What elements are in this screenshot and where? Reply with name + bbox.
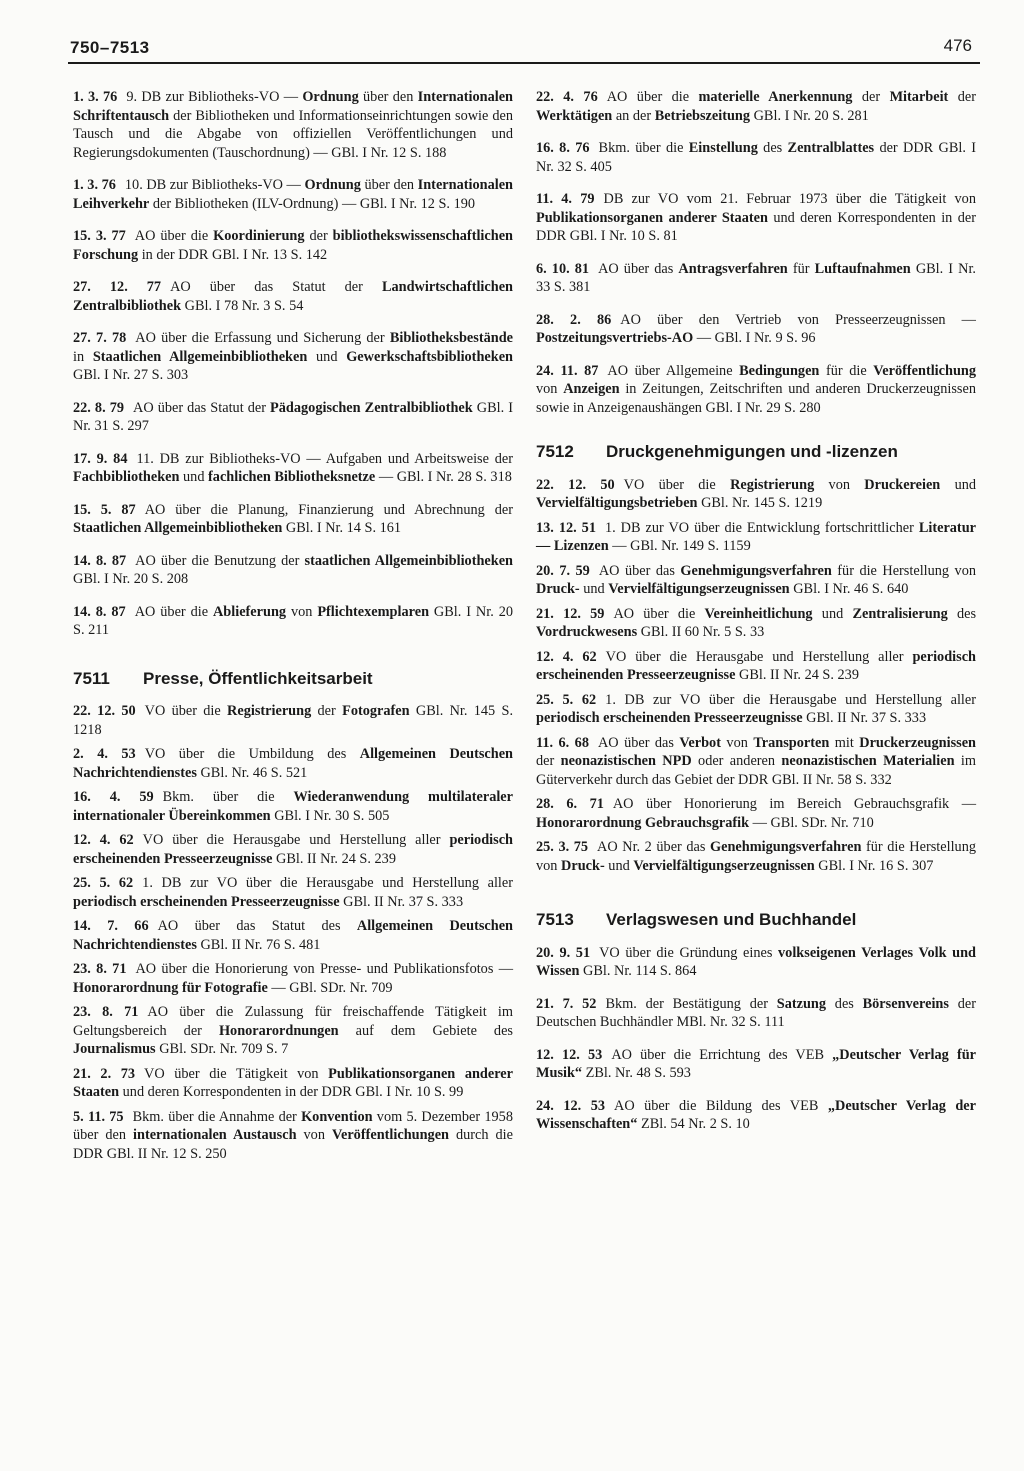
entry-date: 27. 7. 78 (73, 330, 127, 346)
entry-date: 1. 3. 76 (73, 177, 116, 193)
entry-text: AO über die Zulassung für freischaffende Tätigkeit im Geltungsbereich der Honorarordnungen auf dem Gebiete des Journalismus GBl. SDr. Nr. 709 S. 7 (73, 1004, 514, 1057)
entry-date: 12. 12. 53 (536, 1046, 603, 1063)
entry-text: 1. DB zur VO über die Entwicklung fortschrittlicher Literatur — Lizenzen — GBl. Nr. 149 S. 1159 (536, 519, 976, 554)
entry-text: AO Nr. 2 über das Genehmigungsverfahren für die Herstellung von Druck- und Vervielfältigungserzeugnissen GBl. I Nr. 16 S. 307 (536, 839, 976, 874)
left-column (73, 88, 513, 1169)
entry-date: 23. 8. 71 (73, 1004, 139, 1020)
section-heading-7511 (73, 670, 513, 689)
entry-text: VO über die Registrierung von Druckereien und Vervielfältigungsbetrieben GBl. Nr. 145 S. 1219 (536, 476, 977, 511)
entry-date: 2. 4. 53 (73, 746, 136, 762)
legal-entry (536, 476, 976, 513)
legal-entry (536, 362, 976, 418)
section-title: Presse, Öffentlichkeitsarbeit (143, 668, 373, 688)
section-7512-entries (536, 476, 976, 876)
entry-date: 23. 8. 71 (73, 961, 127, 977)
entry-date: 16. 4. 59 (73, 789, 154, 805)
entry-text: 11. DB zur Bibliotheks-VO — Aufgaben und Arbeitsweise der Fachbibliotheken und fachlichen Bibliotheksnetze — GBl. I Nr. 28 S. 318 (73, 450, 513, 485)
entry-date: 22. 4. 76 (536, 89, 598, 105)
legal-entry (73, 329, 513, 385)
legal-entry (536, 1046, 976, 1083)
entry-date: 15. 3. 77 (73, 228, 126, 244)
page-number: 476 (943, 36, 972, 55)
entry-date: 21. 12. 59 (536, 605, 605, 622)
section-heading-7513 (536, 911, 976, 930)
entry-text: VO über die Tätigkeit von Publikationsorganen anderer Staaten und deren Korrespondenten in der DDR GBl. I Nr. 10 S. 99 (73, 1065, 513, 1100)
legal-entry (73, 501, 513, 538)
legal-entry (536, 139, 976, 176)
entry-date: 27. 12. 77 (73, 279, 162, 295)
entry-text: AO über das Antragsverfahren für Luftaufnahmen GBl. I Nr. 33 S. 381 (536, 260, 977, 295)
left-top-entries (73, 88, 513, 640)
entry-text: AO über die Errichtung des VEB „Deutscher Verlag für Musik“ ZBl. Nr. 48 S. 593 (536, 1046, 977, 1081)
entry-date: 14. 8. 87 (73, 552, 127, 569)
entry-text: 1. DB zur VO über die Herausgabe und Herstellung aller periodisch erscheinenden Presseerzeugnisse GBl. II Nr. 37 S. 333 (73, 875, 513, 910)
legal-entry (73, 1065, 513, 1102)
legal-entry (536, 838, 976, 875)
entry-date: 25. 5. 62 (536, 691, 597, 708)
entry-date: 15. 5. 87 (73, 501, 136, 518)
entry-text: Bkm. über die Wiederanwendung multilateraler internationaler Übereinkommen GBl. I Nr. 30 S. 505 (73, 789, 514, 824)
legal-entry (536, 562, 976, 599)
entry-date: 6. 10. 81 (536, 260, 590, 277)
legal-entry (73, 1108, 513, 1164)
entry-text: AO über die Bildung des VEB „Deutscher Verlag der Wissenschaften“ ZBl. 54 Nr. 2 S. 10 (536, 1097, 976, 1132)
legal-entry (73, 702, 513, 739)
entry-text: AO über die Planung, Finanzierung und Abrechnung der Staatlichen Allgemeinbibliotheken GBl. I Nr. 14 S. 161 (73, 501, 513, 536)
entry-text: Bkm. über die Annahme der Konvention vom 5. Dezember 1958 über den internationalen Austausch von Veröffentlichungen durch die DDR GBl. II Nr. 12 S. 250 (73, 1108, 514, 1162)
section-7511-entries (73, 702, 513, 1163)
entry-date: 13. 12. 51 (536, 519, 596, 536)
entry-date: 1. 3. 76 (73, 89, 118, 105)
entry-text: AO über das Verbot von Transporten mit Druckerzeugnissen der neonazistischen NPD oder anderen neonazistischen Materialien im Güterverkehr durch das Gebiet der DDR GBl. II Nr. 58 S. 332 (536, 734, 976, 788)
entry-text: VO über die Registrierung der Fotografen GBl. Nr. 145 S. 1218 (73, 703, 514, 738)
entry-text: AO über die Benutzung der staatlichen Allgemeinbibliotheken GBl. I Nr. 20 S. 208 (73, 552, 514, 587)
entry-text: VO über die Herausgabe und Herstellung aller periodisch erscheinenden Presseerzeugnisse GBl. II Nr. 24 S. 239 (536, 648, 976, 683)
legal-entry (536, 734, 976, 790)
legal-entry (73, 278, 513, 315)
entry-date: 21. 7. 52 (536, 995, 597, 1012)
legal-entry (73, 1003, 513, 1059)
entry-text: DB zur VO vom 21. Februar 1973 über die Tätigkeit von Publikationsorganen anderer Staaten und deren Korrespondenten in der DDR GBl. I Nr. 10 S. 81 (536, 191, 976, 244)
entry-text: 1. DB zur VO über die Herausgabe und Herstellung aller periodisch erscheinenden Presseerzeugnisse GBl. II Nr. 37 S. 333 (536, 691, 976, 726)
legal-entry (536, 648, 976, 685)
legal-entry (536, 691, 976, 728)
legal-entry (536, 311, 976, 348)
entry-date: 24. 12. 53 (536, 1097, 605, 1114)
entry-text: VO über die Umbildung des Allgemeinen Deutschen Nachrichtendienstes GBl. Nr. 46 S. 521 (73, 746, 513, 781)
entry-text: AO über das Statut des Allgemeinen Deutschen Nachrichtendienstes GBl. II Nr. 76 S. 481 (73, 918, 514, 953)
entry-text: Bkm. der Bestätigung der Satzung des Börsenvereins der Deutschen Buchhändler MBl. Nr. 32 S. 111 (536, 995, 976, 1030)
legal-entry (536, 190, 976, 246)
section-7513-entries (536, 944, 976, 1134)
section-title: Druckgenehmigungen und -lizenzen (606, 442, 898, 461)
entry-text: AO über das Genehmigungsverfahren für die Herstellung von Druck- und Vervielfältigungserzeugnissen GBl. I Nr. 46 S. 640 (536, 562, 976, 597)
entry-date: 28. 6. 71 (536, 796, 604, 812)
entry-text: VO über die Herausgabe und Herstellung aller periodisch erscheinenden Presseerzeugnisse GBl. II Nr. 24 S. 239 (73, 832, 513, 867)
legal-entry (73, 176, 513, 213)
entry-date: 21. 2. 73 (73, 1065, 136, 1082)
entry-text: AO über Honorierung im Bereich Gebrauchsgrafik — Honorarordnung Gebrauchsgrafik — GBl. SDr. Nr. 710 (536, 796, 976, 831)
legal-entry (536, 944, 976, 981)
legal-entry (73, 552, 513, 589)
entry-text: AO über die Vereinheitlichung und Zentralisierung des Vordruckwesens GBl. II 60 Nr. 5 S. 33 (536, 605, 977, 640)
entry-text: 10. DB zur Bibliotheks-VO — Ordnung über den Internationalen Leihverkehr der Bibliotheken (ILV-Ordnung) — GBl. I Nr. 12 S. 190 (73, 177, 513, 212)
entry-text: AO über das Statut der Landwirtschaftlichen Zentralbibliothek GBl. I 78 Nr. 3 S. 54 (73, 279, 513, 314)
legal-entry (73, 88, 513, 162)
entry-date: 17. 9. 84 (73, 450, 128, 467)
entry-text: AO über das Statut der Pädagogischen Zentralbibliothek GBl. I Nr. 31 S. 297 (73, 399, 513, 434)
entry-text: AO über die Erfassung und Sicherung der Bibliotheksbestände in Staatlichen Allgemeinbibliotheken und Gewerkschaftsbibliotheken GBl. I Nr. 27 S. 303 (73, 330, 513, 383)
legal-entry (536, 795, 976, 832)
entry-date: 16. 8. 76 (536, 140, 590, 156)
entry-date: 24. 11. 87 (536, 362, 599, 379)
legal-entry (73, 399, 513, 436)
section-number: 7512 (536, 442, 574, 461)
section-title: Verlagswesen und Buchhandel (606, 910, 857, 929)
legal-entry (536, 995, 976, 1032)
right-top-entries (536, 88, 976, 417)
entry-text: AO über die materielle Anerkennung der Mitarbeit der Werktätigen an der Betriebszeitung GBl. I Nr. 20 S. 281 (536, 89, 976, 124)
legal-entry (73, 874, 513, 911)
entry-date: 5. 11. 75 (73, 1108, 124, 1125)
entry-date: 25. 5. 62 (73, 875, 134, 891)
section-number: 7511 (73, 668, 110, 688)
entry-text: AO über Allgemeine Bedingungen für die Veröffentlichung von Anzeigen in Zeitungen, Zeitschriften und anderen Druckerzeugnissen sowie in Anzeigenaushängen GBl. I Nr. 29 S. 280 (536, 362, 977, 416)
legal-entry (73, 917, 513, 954)
legal-entry (536, 519, 976, 556)
legal-entry (73, 603, 513, 640)
entry-date: 28. 2. 86 (536, 311, 612, 328)
entry-text: AO über die Koordinierung der bibliothekswissenschaftlichen Forschung in der DDR GBl. I Nr. 13 S. 142 (73, 228, 513, 263)
entry-text: AO über die Honorierung von Presse- und Publikationsfotos — Honorarordnung für Fotografie — GBl. SDr. Nr. 709 (73, 961, 513, 996)
entry-text: Bkm. über die Einstellung des Zentralblattes der DDR GBl. I Nr. 32 S. 405 (536, 140, 976, 175)
legal-entry (73, 831, 513, 868)
header-rule (68, 62, 980, 64)
legal-entry (73, 227, 513, 264)
entry-date: 20. 9. 51 (536, 944, 591, 961)
entry-date: 22. 12. 50 (73, 703, 136, 719)
entry-date: 25. 3. 75 (536, 839, 589, 855)
section-heading-7512 (536, 443, 976, 462)
legal-entry (536, 605, 976, 642)
entry-text: AO über die Ablieferung von Pflichtexemplaren GBl. I Nr. 20 S. 211 (73, 603, 513, 638)
entry-text: VO über die Gründung eines volkseigenen Verlages Volk und Wissen GBl. Nr. 114 S. 864 (536, 944, 976, 979)
right-column (536, 88, 976, 1148)
legal-entry (536, 1097, 976, 1134)
legal-entry (536, 88, 976, 125)
entry-date: 12. 4. 62 (73, 832, 134, 848)
entry-date: 14. 7. 66 (73, 918, 149, 934)
legal-entry (73, 960, 513, 997)
legal-entry (73, 450, 513, 487)
entry-date: 22. 8. 79 (73, 399, 125, 416)
entry-text: 9. DB zur Bibliotheks-VO — Ordnung über den Internationalen Schriftentausch der Bibliotheken und Informationseinrichtungen sowie den Tausch und die Abgabe von offiziellen Veröffentlichungen und Regierungsdokumenten (Tauschordnung) — GBl. I Nr. 12 S. 188 (73, 89, 513, 161)
entry-date: 11. 4. 79 (536, 191, 595, 207)
page-range: 750–7513 (70, 38, 150, 57)
entry-date: 22. 12. 50 (536, 476, 615, 493)
entry-text: AO über den Vertrieb von Presseerzeugnissen — Postzeitungsvertriebs-AO — GBl. I Nr. 9 S. 96 (536, 311, 976, 346)
entry-date: 20. 7. 59 (536, 562, 590, 579)
legal-entry (536, 260, 976, 297)
section-number: 7513 (536, 910, 574, 929)
entry-date: 14. 8. 87 (73, 603, 126, 620)
legal-entry (73, 788, 513, 825)
legal-entry (73, 745, 513, 782)
entry-date: 11. 6. 68 (536, 734, 589, 751)
entry-date: 12. 4. 62 (536, 648, 597, 665)
